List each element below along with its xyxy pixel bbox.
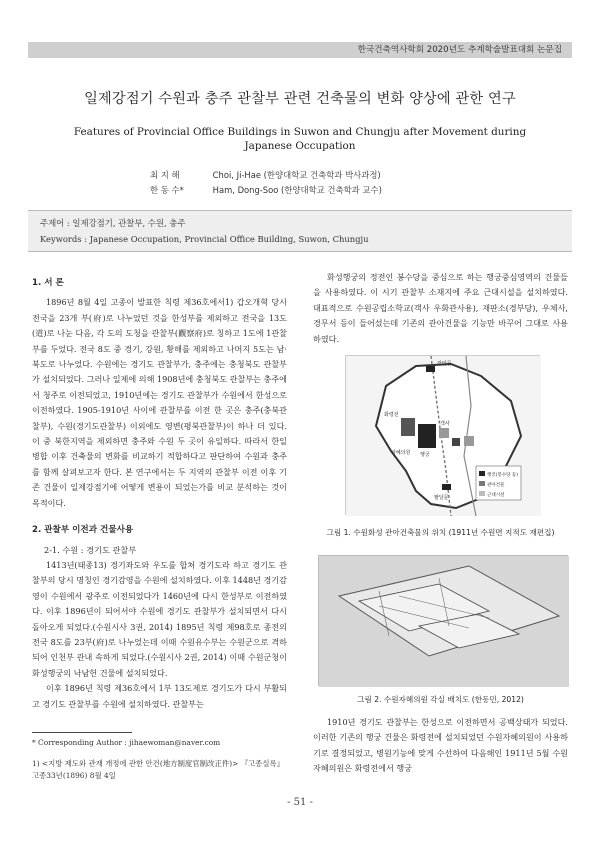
author-list: [150, 168, 570, 198]
south-gate-label: 팔달문: [434, 495, 449, 501]
page-number: - 51 -: [287, 797, 313, 808]
section-heading-introduction: 1. 서 론: [32, 278, 64, 288]
hwaryeongjeon-block: [401, 418, 415, 436]
haenggung-label: 행궁: [420, 452, 430, 458]
figure-1-caption: 그림 1. 수원화성 관아건축물의 위치 (1911년 수원면 지적도 재편집): [326, 528, 555, 537]
figure-1-map: [345, 355, 540, 515]
footnote-divider: [32, 732, 132, 733]
paper-title-korean: 일제강점기 수원과 충주 관찰부 관련 건축물의 변화 양상에 관한 연구: [84, 91, 516, 107]
journal-header: 한국건축역사학회 2020년도 추계학술발표대회 논문집: [28, 42, 572, 58]
jaehyeuiwon-label: 자혜의원: [391, 450, 411, 456]
hwaryeongjeon-label: 화령전: [384, 412, 399, 418]
south-gate-marker: [442, 484, 451, 490]
author-name-korean: 최 지 해: [150, 170, 180, 180]
paper-title-english: Features of Provincial Office Buildings in Suwon and Chungju after Movement during Japanese Occupation: [73, 126, 527, 152]
right-column: [313, 270, 568, 347]
legend-label: 행궁(봉수당 등): [487, 473, 519, 478]
paragraph: 화성행궁의 정전인 봉수당을 중심으로 하는 행궁중심영역의 건물들을 사용하였다. 이 시기 관찰부 소재지에 주요 근대시설을 설치하였다. 대표적으로 수원공립소학교(객사 우화관사용), 재판소(경부당), 우체사, 경무서 등이 들어섰는데 기존의 관아건물을 기능만 바꾸어 그대로 사용하였다.: [313, 272, 568, 344]
keywords-english: Keywords : Japanese Occupation, Provincial Office Building, Suwon, Chungju: [40, 234, 369, 244]
hospital-layout-drawing: [319, 556, 569, 687]
gaeksa-block: [439, 428, 449, 438]
modern-facility-block: [464, 436, 474, 446]
author-row: [150, 183, 570, 198]
right-column-bottom: [313, 715, 568, 777]
keyword-box: [28, 210, 572, 252]
footnotes: [32, 737, 288, 783]
haenggung-block: [418, 424, 436, 448]
paragraph: 1413년(태종13) 경기좌도와 우도를 합쳐 경기도라 하고 경기도 관찰부의 당시 명칭인 경기감영을 수원에 설치하였다. 이후 1448년 경기감영이 수원에서 광주로 이전되었다가 1460년에 다시 한성부로 이전하였다. 이후 1896년이 되어서야 수원에 경기도 관찰부가 설치되면서 다시 돌아오게 되었다.(수원시사 3권, 2014) 1895년 칙령 제98호로 종전의 전국 8도를 23부(府)로 나누었는데 이때 수원유수부는 수원군으로 격하되어 인천부 관내 속하게 되었다.(수원시사 2권, 2014) 이때 수원군청이 화성행궁의 낙남헌 건물에 설치되었다.: [32, 559, 287, 678]
author-name-korean: 한 동 수*: [150, 185, 184, 195]
author-detail: Ham, Dong-Soo (한양대학교 건축학과 교수): [212, 185, 382, 195]
gaeksa-label: 객사: [440, 421, 450, 427]
figure-2-plan-photo: [318, 555, 568, 686]
corresponding-author: * Corresponding Author : jihaewoman@naver.com: [32, 738, 221, 747]
figure-2-caption: 그림 2. 수원자혜의원 각실 배치도 (한동민, 2012): [357, 695, 524, 704]
legend-swatch: [479, 471, 485, 476]
author-row: [150, 168, 570, 183]
paragraph: 이후 1896년 칙령 제36호에서 1부 13도제로 경기도가 다시 부활되고 경기도 관찰부를 수원에 설치하였다. 관찰부는: [32, 683, 287, 709]
legend-swatch: [479, 491, 485, 496]
section-heading-relocation: 2. 관찰부 이전과 건물사용: [32, 525, 134, 536]
legend-label: 근대시설: [487, 493, 505, 498]
author-detail: Choi, Ji-Hae (한양대학교 건축학과 박사과정): [212, 170, 381, 180]
keywords-korean: 주제어 : 일제강점기, 관찰부, 수원, 충주: [40, 218, 186, 228]
paragraph: 1896년 8월 4일 고종이 발표한 칙령 제36호에서1) 갑오개혁 당시 전국을 23개 부(府)로 나누었던 것을 한성부를 제외하고 전국을 13도(道)로 나눈 다음, 각 도의 도청을 관찰부(觀察府)로 칭하고 1도에 1관찰부를 두었다. 전국 8도 중 경기, 강원, 황해를 제외하고 나머지 5도는 남·북도로 나누었다. 수원에는 경기도 관찰부가, 충주에는 충청북도 관찰부가 설치되었다. 그러나 일제에 의해 1908년에 충청북도 관찰부는 충주에서 청주로 이전되었고, 1910년에는 경기도 관찰부가 수원에서 한성으로 이전하였다. 1905-1910년 사이에 관찰부를 이전 한 곳은 충주(충북관찰부), 수원(경기도관찰부) 이외에도 영변(평북관찰부)이 하나 더 있다. 이 중 북한지역을 제외하면 충주와 수원 두 곳이 유일하다. 따라서 한일병합 이후 건축물의 변화를 비교하기 적합하다고 판단하여 수원과 충주를 함께 살펴보고자 한다. 본 연구에서는 두 지역의 관찰부 이전 이후 기존 건물이 일제강점기에 어떻게 변용이 되었는가를 비교 분석하는 것이 목적이다.: [32, 297, 287, 508]
footnote-1: 1) <지방 제도와 관재 개정에 관한 안건(地方制度官制改正件)> 『고종실록』 고종33년(1896) 8월 4일: [32, 758, 284, 780]
fortress-map-drawing: [346, 356, 541, 516]
paragraph: 1910년 경기도 관찰부는 한성으로 이전하면서 공백상태가 되었다. 이러한 기존의 행궁 건물은 화령전에 설치되었던 수원자혜의원이 사용하기로 결정되었고, 병원기능에 맞게 수선하여 다음해인 1911년 5월 수원자혜의원은 화령전에서 행궁: [313, 717, 568, 774]
legend-label: 관아건물: [487, 483, 505, 488]
modern-facility-block: [452, 438, 460, 446]
north-gate-label: 장안문: [437, 361, 452, 367]
subsection-heading-suwon: 2-1. 수원 : 경기도 관찰부: [44, 544, 137, 555]
legend-swatch: [479, 481, 485, 486]
north-gate-marker: [426, 366, 435, 372]
left-column: [32, 270, 287, 712]
